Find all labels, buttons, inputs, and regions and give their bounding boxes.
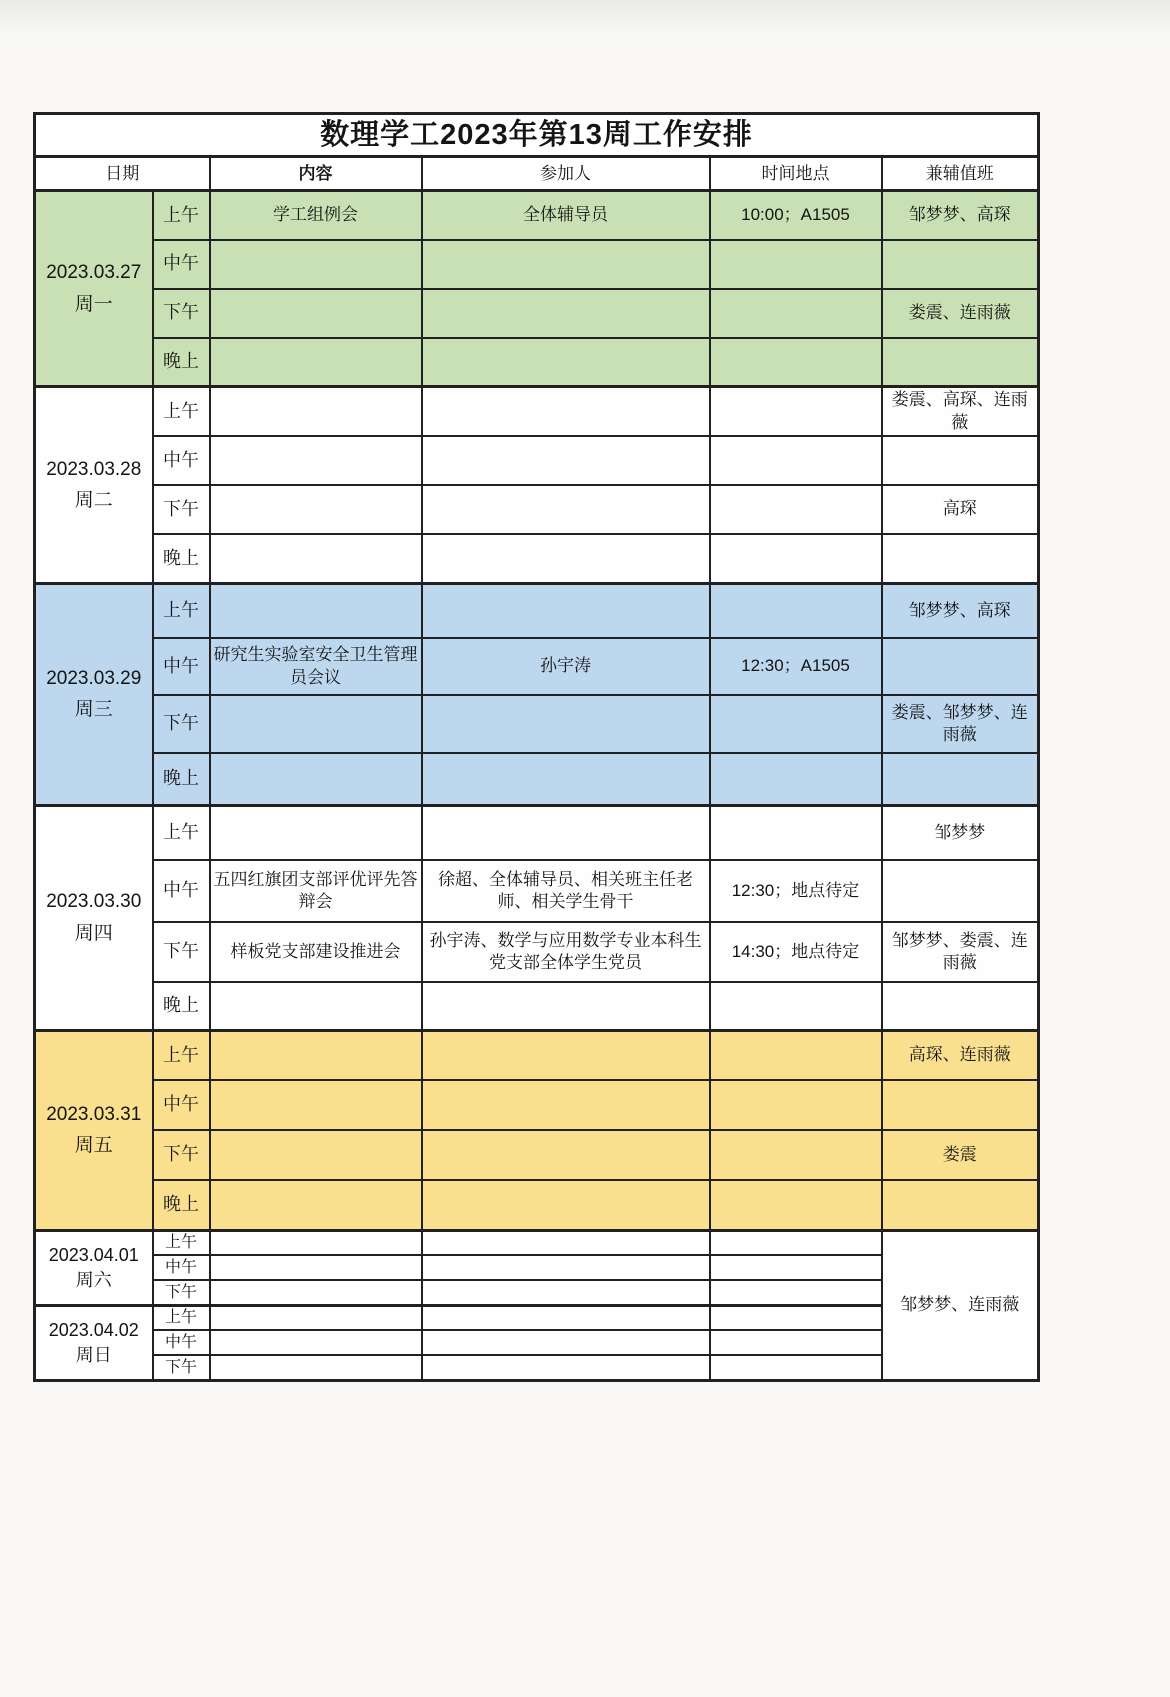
time-place-cell — [710, 583, 882, 638]
content-cell — [210, 1030, 422, 1080]
date-cell-saturday — [35, 1230, 153, 1305]
content-cell — [210, 695, 422, 753]
slot-cell: 中午 — [153, 436, 210, 485]
time-place-cell — [710, 534, 882, 583]
content-cell — [210, 436, 422, 485]
content-cell — [210, 534, 422, 583]
slot-cell: 下午 — [153, 485, 210, 534]
duty-cell-weekend: 邹梦梦、连雨薇 — [882, 1230, 1039, 1380]
content-cell: 学工组例会 — [210, 191, 422, 240]
duty-cell — [882, 860, 1039, 922]
weekday-text: 周一 — [74, 293, 113, 315]
duty-cell: 娄震、邹梦梦、连雨薇 — [882, 695, 1039, 753]
weekly-schedule-table — [33, 112, 1040, 1382]
date-text: 2023.03.31 — [46, 1103, 142, 1125]
time-place-cell — [710, 1305, 882, 1330]
participants-cell — [422, 1080, 710, 1130]
weekday-text: 周日 — [75, 1344, 112, 1365]
slot-cell: 下午 — [153, 289, 210, 338]
slot-cell: 中午 — [153, 1330, 210, 1355]
content-cell — [210, 1355, 422, 1380]
date-cell-wednesday — [35, 583, 153, 805]
time-place-cell — [710, 753, 882, 805]
time-place-cell — [710, 485, 882, 534]
time-place-cell — [710, 1230, 882, 1255]
slot-cell: 中午 — [153, 240, 210, 289]
duty-cell — [882, 436, 1039, 485]
content-cell — [210, 485, 422, 534]
weekday-text: 周六 — [75, 1269, 112, 1290]
participants-cell — [422, 436, 710, 485]
slot-cell: 下午 — [153, 695, 210, 753]
slot-cell: 晚上 — [153, 753, 210, 805]
content-cell — [210, 240, 422, 289]
participants-cell: 全体辅导员 — [422, 191, 710, 240]
date-cell-monday — [35, 191, 153, 387]
participants-cell — [422, 1305, 710, 1330]
duty-cell: 邹梦梦、高琛 — [882, 583, 1039, 638]
weekday-text: 周四 — [74, 922, 113, 944]
date-cell-sunday — [35, 1305, 153, 1380]
time-place-cell — [710, 695, 882, 753]
time-place-cell — [710, 289, 882, 338]
duty-cell — [882, 1080, 1039, 1130]
time-place-cell — [710, 1255, 882, 1280]
weekday-text: 周二 — [74, 489, 113, 511]
date-text: 2023.04.01 — [48, 1245, 139, 1266]
duty-cell — [882, 1180, 1039, 1230]
participants-cell — [422, 534, 710, 583]
participants-cell — [422, 387, 710, 436]
participants-cell — [422, 1030, 710, 1080]
content-cell — [210, 1255, 422, 1280]
time-place-cell: 10:00；A1505 — [710, 191, 882, 240]
time-place-cell — [710, 1280, 882, 1305]
time-place-cell: 12:30；地点待定 — [710, 860, 882, 922]
slot-cell: 中午 — [153, 860, 210, 922]
duty-cell: 邹梦梦 — [882, 805, 1039, 860]
duty-cell — [882, 753, 1039, 805]
weekday-text: 周五 — [74, 1135, 113, 1157]
column-header-date: 日期 — [35, 157, 210, 191]
duty-cell — [882, 338, 1039, 387]
time-place-cell — [710, 1130, 882, 1180]
duty-cell — [882, 240, 1039, 289]
content-cell — [210, 289, 422, 338]
slot-cell: 中午 — [153, 1080, 210, 1130]
duty-cell: 邹梦梦、高琛 — [882, 191, 1039, 240]
column-header-content: 内容 — [210, 157, 422, 191]
content-cell — [210, 338, 422, 387]
participants-cell — [422, 240, 710, 289]
slot-cell: 晚上 — [153, 1180, 210, 1230]
slot-cell: 晚上 — [153, 534, 210, 583]
content-cell: 五四红旗团支部评优评先答辩会 — [210, 860, 422, 922]
time-place-cell — [710, 1355, 882, 1380]
date-text: 2023.03.27 — [46, 262, 142, 284]
slot-cell: 下午 — [153, 1130, 210, 1180]
participants-cell — [422, 805, 710, 860]
slot-cell: 晚上 — [153, 982, 210, 1030]
content-cell — [210, 1180, 422, 1230]
participants-cell — [422, 982, 710, 1030]
date-text: 2023.03.28 — [46, 458, 142, 480]
date-text: 2023.03.29 — [46, 667, 142, 689]
content-cell: 研究生实验室安全卫生管理员会议 — [210, 638, 422, 695]
slot-cell: 下午 — [153, 1355, 210, 1380]
date-cell-tuesday — [35, 387, 153, 583]
slot-cell: 中午 — [153, 638, 210, 695]
content-cell — [210, 583, 422, 638]
weekday-text: 周三 — [74, 699, 113, 721]
participants-cell — [422, 485, 710, 534]
time-place-cell — [710, 982, 882, 1030]
duty-cell: 高琛、连雨薇 — [882, 1030, 1039, 1080]
duty-cell — [882, 638, 1039, 695]
participants-cell — [422, 338, 710, 387]
time-place-cell — [710, 805, 882, 860]
time-place-cell: 12:30；A1505 — [710, 638, 882, 695]
content-cell — [210, 1080, 422, 1130]
participants-cell — [422, 1130, 710, 1180]
time-place-cell — [710, 387, 882, 436]
slot-cell: 下午 — [153, 1280, 210, 1305]
duty-cell: 高琛 — [882, 485, 1039, 534]
slot-cell: 上午 — [153, 191, 210, 240]
participants-cell — [422, 1180, 710, 1230]
table-title: 数理学工2023年第13周工作安排 — [35, 114, 1039, 157]
slot-cell: 上午 — [153, 1030, 210, 1080]
content-cell — [210, 1330, 422, 1355]
content-cell — [210, 387, 422, 436]
content-cell — [210, 982, 422, 1030]
participants-cell — [422, 289, 710, 338]
duty-cell — [882, 534, 1039, 583]
slot-cell: 晚上 — [153, 338, 210, 387]
slot-cell: 上午 — [153, 1230, 210, 1255]
duty-cell: 娄震、高琛、连雨薇 — [882, 387, 1039, 436]
participants-cell — [422, 1255, 710, 1280]
column-header-participants: 参加人 — [422, 157, 710, 191]
duty-cell — [882, 982, 1039, 1030]
slot-cell: 上午 — [153, 387, 210, 436]
time-place-cell — [710, 1180, 882, 1230]
content-cell — [210, 1130, 422, 1180]
time-place-cell — [710, 338, 882, 387]
time-place-cell — [710, 1080, 882, 1130]
content-cell — [210, 805, 422, 860]
photo-top-edge — [0, 0, 1170, 40]
participants-cell: 孙宇涛、数学与应用数学专业本科生党支部全体学生党员 — [422, 922, 710, 982]
time-place-cell — [710, 1330, 882, 1355]
column-header-duty: 兼辅值班 — [882, 157, 1039, 191]
participants-cell — [422, 1330, 710, 1355]
time-place-cell — [710, 1030, 882, 1080]
participants-cell — [422, 695, 710, 753]
content-cell — [210, 1305, 422, 1330]
slot-cell: 下午 — [153, 922, 210, 982]
date-text: 2023.03.30 — [46, 891, 142, 913]
slot-cell: 上午 — [153, 1305, 210, 1330]
time-place-cell — [710, 240, 882, 289]
date-text: 2023.04.02 — [48, 1320, 139, 1341]
content-cell — [210, 1280, 422, 1305]
duty-cell: 娄震 — [882, 1130, 1039, 1180]
duty-cell: 娄震、连雨薇 — [882, 289, 1039, 338]
column-header-time-place: 时间地点 — [710, 157, 882, 191]
participants-cell — [422, 1280, 710, 1305]
participants-cell — [422, 1355, 710, 1380]
content-cell: 样板党支部建设推进会 — [210, 922, 422, 982]
date-cell-friday — [35, 1030, 153, 1230]
participants-cell: 徐超、全体辅导员、相关班主任老师、相关学生骨干 — [422, 860, 710, 922]
date-cell-thursday — [35, 805, 153, 1030]
participants-cell — [422, 753, 710, 805]
duty-cell: 邹梦梦、娄震、连雨薇 — [882, 922, 1039, 982]
participants-cell — [422, 1230, 710, 1255]
participants-cell: 孙宇涛 — [422, 638, 710, 695]
slot-cell: 上午 — [153, 583, 210, 638]
participants-cell — [422, 583, 710, 638]
content-cell — [210, 1230, 422, 1255]
content-cell — [210, 753, 422, 805]
slot-cell: 中午 — [153, 1255, 210, 1280]
slot-cell: 上午 — [153, 805, 210, 860]
time-place-cell: 14:30；地点待定 — [710, 922, 882, 982]
time-place-cell — [710, 436, 882, 485]
